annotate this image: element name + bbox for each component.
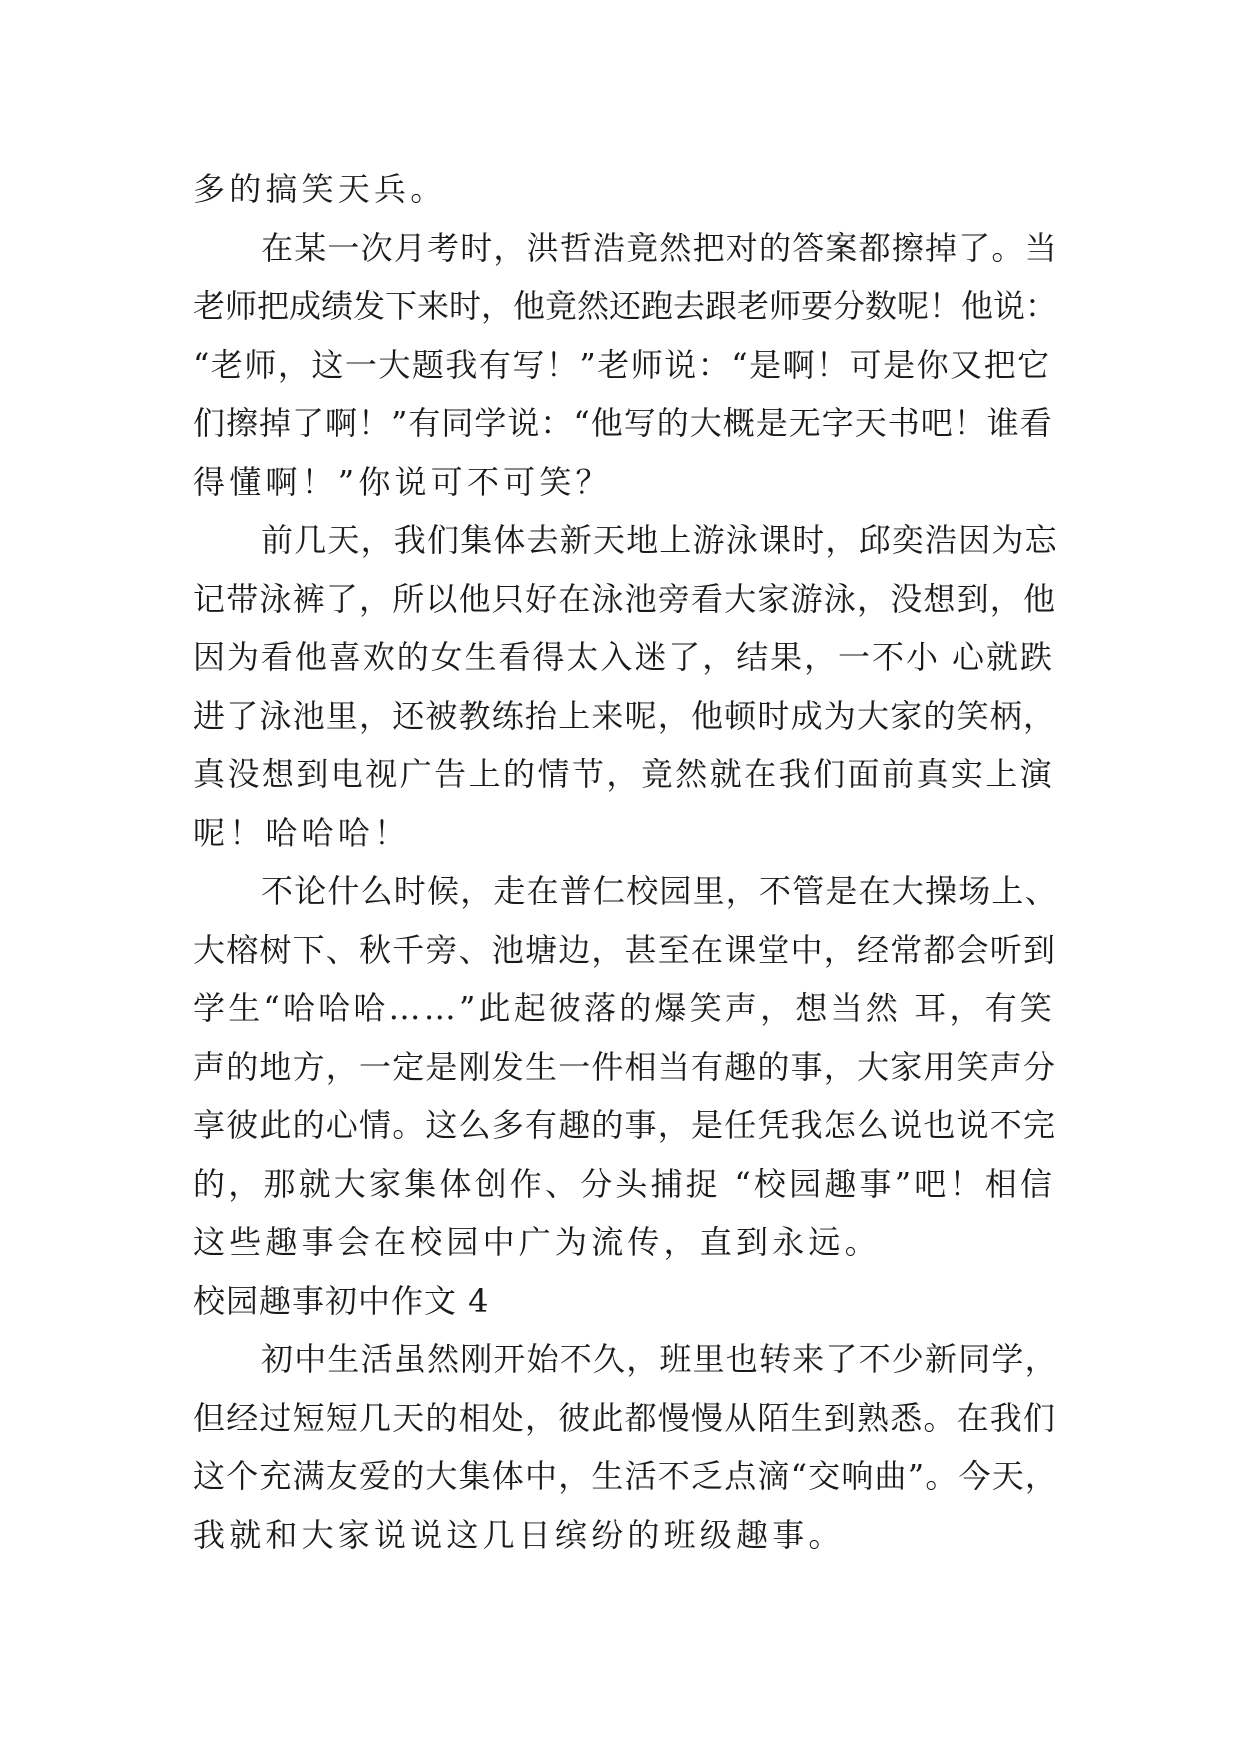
text-line — [193, 1330, 1058, 1389]
line-text: 多的搞笑天兵。 — [193, 170, 447, 208]
text-line — [193, 979, 1058, 1038]
text-line — [193, 394, 1058, 453]
text-line — [193, 1155, 1058, 1214]
line-text: 不论什么时候，走在普仁校园里，不管是在大操场上、 — [261, 872, 1058, 910]
text-line — [193, 336, 1058, 395]
text-line — [193, 628, 1058, 687]
text-line — [193, 687, 1058, 746]
line-text: 得懂啊！”你说可不可笑？ — [193, 462, 612, 501]
line-text: 们擦掉了啊！”有同学说：“他写的大概是无字天书吧！谁看 — [193, 404, 1053, 442]
text-line — [193, 921, 1058, 980]
text-line — [193, 745, 1058, 804]
text-line — [193, 1447, 1058, 1506]
line-text: 但经过短短几天的相处，彼此都慢慢从陌生到熟悉。在我们 — [193, 1398, 1057, 1437]
line-text: 的，那就大家集体创作、分头捕捉 “校园趣事”吧！相信 — [193, 1164, 1056, 1203]
text-line — [193, 804, 1058, 863]
line-text: “老师，这一大题我有写！”老师说：“是啊！可是你又把它 — [193, 345, 1051, 384]
line-text: 享彼此的心情。这么多有趣的事，是任凭我怎么说也说不完 — [193, 1106, 1057, 1144]
text-line — [193, 570, 1058, 629]
line-text: 呢！哈哈哈！ — [193, 813, 411, 852]
line-text: 前几天，我们集体去新天地上游泳课时，邱奕浩因为忘 — [261, 521, 1058, 559]
line-text: 学生“哈哈哈……”此起彼落的爆笑声，想当然 耳，有笑 — [193, 989, 1056, 1027]
text-line — [193, 1506, 1058, 1565]
text-line — [193, 1213, 1058, 1272]
text-line — [193, 219, 1058, 278]
line-text: 我就和大家说说这几日缤纷的班级趣事。 — [193, 1515, 845, 1554]
text-line — [193, 862, 1058, 921]
line-text: 进了泳池里，还被教练抬上来呢，他顿时成为大家的笑柄， — [193, 696, 1057, 735]
section-heading — [193, 1272, 1058, 1331]
line-text: 这些趣事会在校园中广为流传，直到永远。 — [193, 1223, 881, 1261]
text-line — [193, 1389, 1058, 1448]
line-text: 在某一次月考时，洪哲浩竟然把对的答案都擦掉了。当 — [261, 228, 1058, 267]
line-text: 初中生活虽然刚开始不久，班里也转来了不少新同学， — [261, 1340, 1058, 1378]
line-text: 大榕树下、秋千旁、池塘边，甚至在课堂中，经常都会听到 — [193, 930, 1057, 969]
document-body — [193, 160, 1058, 1564]
text-line — [193, 511, 1058, 570]
line-text: 记带泳裤了，所以他只好在泳池旁看大家游泳，没想到，他 — [193, 579, 1057, 618]
line-text: 真没想到电视广告上的情节，竟然就在我们面前真实上演 — [193, 755, 1055, 793]
text-line — [193, 1096, 1058, 1155]
line-text: 校园趣事初中作文 4 — [193, 1281, 490, 1320]
line-text: 这个充满友爱的大集体中，生活不乏点滴“交响曲”。今天， — [193, 1457, 1059, 1495]
line-text: 声的地方，一定是刚发生一件相当有趣的事，大家用笑声分 — [193, 1047, 1057, 1086]
text-line — [193, 277, 1058, 336]
line-text: 因为看他喜欢的女生看得太入迷了，结果，一不小 心就跌 — [193, 638, 1054, 676]
text-line — [193, 160, 1058, 219]
text-line — [193, 453, 1058, 512]
line-text: 老师把成绩发下来时，他竟然还跑去跟老师要分数呢！他说： — [193, 287, 1058, 325]
text-line — [193, 1038, 1058, 1097]
